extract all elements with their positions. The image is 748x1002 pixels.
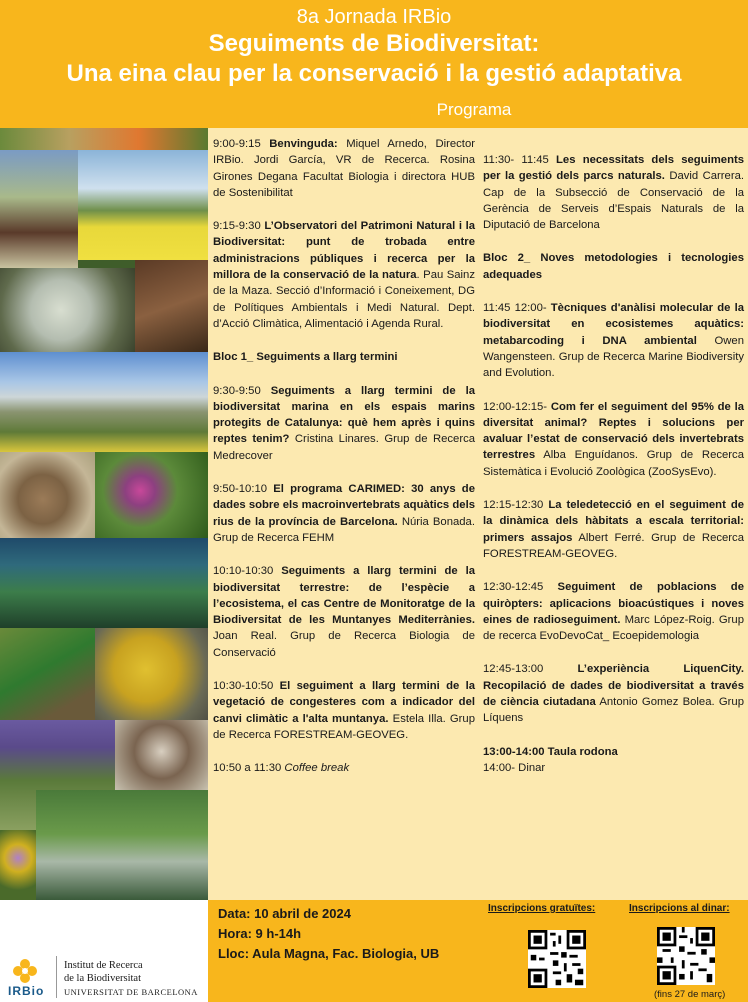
photo-seagrass xyxy=(0,538,208,628)
irbio-logo-block xyxy=(0,900,208,1002)
photo-moss xyxy=(135,260,208,352)
photo-collage xyxy=(0,128,208,900)
event-subtitle: Una eina clau per la conservació i la gestió adaptativa xyxy=(66,60,682,87)
free-registration-qr-code[interactable] xyxy=(528,930,586,988)
photo-lizard xyxy=(0,628,95,720)
photo-birdwatchers xyxy=(0,150,78,268)
institute-name-line2: de la Biodiversitat xyxy=(64,973,141,984)
event-hours: Hora: 9 h-14h xyxy=(218,926,302,941)
photo-thistle-butterfly xyxy=(95,452,208,538)
event-date: Data: 10 abril de 2024 xyxy=(218,906,351,921)
programme-item-coffee: 10:50 a 11:30 Coffee break xyxy=(213,762,350,775)
photo-river xyxy=(36,790,208,900)
programme-item-congesteres: 10:30-10:50 El seguiment a llarg termini de la vegetació de congesteres com a indicador del canvi climàtic a l'alta muntanya. Estela Illa. Grup de Recerca FORESTREAM-GEOVEG. xyxy=(213,680,475,741)
programme-item-molecular: 11:45 12:00- Tècniques d'anàlisi molecular de la biodiversitat en ecosistemes aquàtics: metabarcoding i DNA ambiental Owen Wangensteen. Grup de Recerca Marine Biodiversity and Evolution. xyxy=(483,302,744,380)
photo-flower-field xyxy=(78,150,208,260)
photo-lichen xyxy=(0,268,135,352)
photo-mountains xyxy=(0,352,208,452)
flower-logo-icon xyxy=(12,958,38,984)
free-registration-label: Inscripcions gratuïtes: xyxy=(488,903,596,914)
university-name: UNIVERSITAT DE BARCELONA xyxy=(64,987,198,997)
programme-item-marine: 9:30-9:50 Seguiments a llarg termini de la biodiversitat marina en els espais marins protegits de Catalunya: què hem après i quins reptes tenim? Cristina Linares. Grup de Recerca Medrecover xyxy=(213,384,476,462)
programme-item-parcs: 11:30- 11:45 Les necessitats dels seguiments per la gestió dels parcs naturals. David Carrera. Cap de la Subsecció de Conservació de la Gerència de Serveis d’Espais Naturals de la Diputació de Barcelona xyxy=(483,154,745,232)
programme-item-liquencity: 12:45-13:00 L’experiència LiquenCity. Recopilació de dades de biodiversitat a través de ciència ciutadana Antonio Gomez Bolea. Grup Líquens xyxy=(483,663,744,725)
event-title: Seguiments de Biodiversitat: xyxy=(208,30,540,57)
event-place: Lloc: Aula Magna, Fac. Biologia, UB xyxy=(218,946,440,961)
programme-item-teledeteccio: 12:15-12:30 La teledetecció en el seguiment de la dinàmica dels hàbitats a escala territorial: primers assajos Albert Ferré. Grup de Recerca FORESTREAM-GEOVEG. xyxy=(483,499,745,560)
photo-yellow-lichen xyxy=(95,628,208,720)
programme-block-2: Bloc 2_ Noves metodologies i tecnologies adequades xyxy=(483,252,744,281)
programme-column-left xyxy=(213,136,475,794)
photo-small-flower xyxy=(0,830,36,900)
photo-vulture xyxy=(115,720,208,790)
programa-label: Programa xyxy=(436,100,512,119)
programme-item-invertebrats: 12:00-12:15- Com fer el seguiment del 95% de la diversitat animal? Reptes i solucions per avaluar l’estat de conservació dels invertebrats terrestres Alba Enguídanos. Grup de Recerca Sistemàtica i Evolució Zoològica (ZooSysEvo). xyxy=(483,400,744,478)
programme-item-welcome: 9:00-9:15 Benvinguda: Miquel Arnedo, Director IRBio. Jordi García, VR de Recerca. Rosina Girones Degana Facultat Biologia i directora HUB de Sostenibilitat xyxy=(213,138,475,199)
programme-item-taula-rodona: 13:00-14:00 Taula rodona 14:00- Dinar xyxy=(483,745,618,774)
programme-item-observatori: 9:15-9:30 L’Observatori del Patrimoni Natural i la Biodiversitat: punt de trobada entre administracions públiques i recerca per la millora de la conservació de la natura. Pau Sainz de la Maza. Secció d’Informació i Coneixement, DG de Polítiques Ambientals i Medi Natural. Dept. d’Acció Climàtica, Alimentació i Agenda Rural. xyxy=(213,220,475,330)
logo-divider xyxy=(56,956,57,998)
irbio-logo-text: IRBio xyxy=(8,984,45,998)
programme-item-carimed: 9:50-10:10 El programa CARIMED: 30 anys de dades sobre els macroinvertebrats aquàtics dels rius de la província de Barcelona. Núria Bonada. Grup de Recerca FEHM xyxy=(213,483,475,544)
photo-quail xyxy=(0,452,95,538)
event-edition: 8a Jornada IRBio xyxy=(296,6,452,28)
header-banner xyxy=(0,0,748,128)
lunch-registration-label: Inscripcions al dinar: xyxy=(629,903,730,914)
photo-butterfly xyxy=(0,128,208,150)
lunch-registration-qr-code[interactable] xyxy=(657,927,715,985)
programme-item-quiropters: 12:30-12:45 Seguiment de poblacions de quiròpters: aplicacions bioacústiques i noves eines de radioseguiment. Marc López-Roig. Grup de recerca EvoDevoCat_ Ecoepidemologia xyxy=(483,581,744,643)
event-details xyxy=(218,904,439,964)
institute-name-line1: Institut de Recerca xyxy=(64,960,143,971)
programme-column-right xyxy=(483,152,744,793)
lunch-registration-deadline: (fins 27 de març) xyxy=(654,989,726,1000)
programme-block-1: Bloc 1_ Seguiments a llarg termini xyxy=(213,351,398,364)
programme-item-terrestrial: 10:10-10:30 Seguiments a llarg termini de la biodiversitat terrestre: de l’espècie a l’ecosistema, el cas Centre de Monitoratge de la Biodiversitat de les Muntanyes Mediterrànies. Joan Real. Grup de Recerca Biologia de Conservació xyxy=(213,565,475,659)
programme-panel xyxy=(208,128,748,900)
